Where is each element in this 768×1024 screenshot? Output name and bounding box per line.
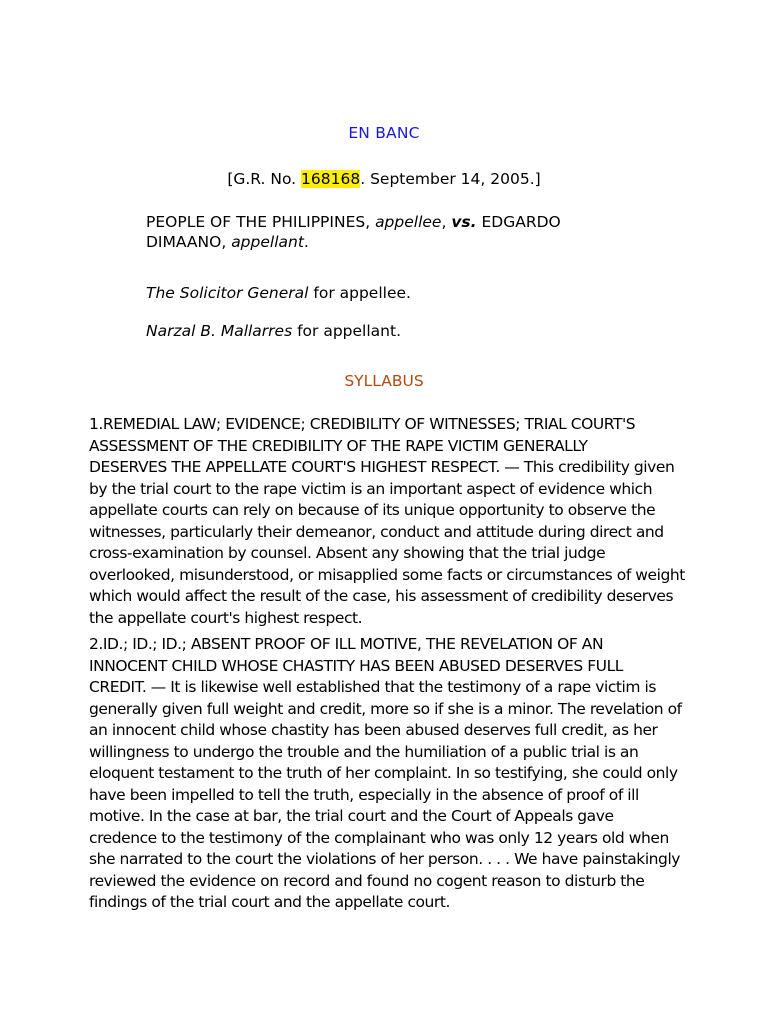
paragraph-line: she narrated to the court the violations of her person. . . . We have painstakingly	[89, 850, 681, 868]
paragraph-line: cross-examination by counsel. Absent any showing that the trial judge	[89, 544, 606, 562]
paragraph-line: 1.REMEDIAL LAW; EVIDENCE; CREDIBILITY OF WITNESSES; TRIAL COURT'S	[89, 415, 636, 433]
gr-prefix: [G.R. No.	[227, 170, 297, 188]
paragraph-line: an innocent child whose chastity has been abused deserves full credit, as her	[89, 721, 658, 739]
court-division-heading: EN BANC	[348, 124, 420, 142]
case-citation	[0, 170, 768, 188]
counsel-appellant-text: for appellant.	[292, 322, 401, 340]
role-appellant: appellant	[231, 233, 304, 251]
paragraph-line: reviewed the evidence on record and found no cogent reason to disturb the	[89, 871, 645, 890]
syllabus-paragraph-1	[89, 414, 689, 629]
counsel-appellee-name: The Solicitor General	[146, 284, 309, 302]
counsel-appellant-name: Narzal B. Mallarres	[146, 322, 293, 340]
counsel-appellee	[146, 283, 411, 303]
paragraph-line: eloquent testament to the truth of her complaint. In so testifying, she could only	[89, 764, 678, 782]
paragraph-line: findings of the trial court and the appellate court.	[89, 893, 450, 911]
gr-date: . September 14, 2005.]	[360, 170, 541, 188]
paragraph-line: witnesses, particularly their demeanor, conduct and attitude during direct and	[89, 522, 664, 541]
versus: vs.	[451, 213, 477, 231]
party-appellee: PEOPLE OF THE PHILIPPINES	[146, 213, 366, 231]
paragraph-line: ASSESSMENT OF THE CREDIBILITY OF THE RAPE VICTIM GENERALLY	[89, 436, 588, 455]
separator: ,	[221, 233, 232, 251]
paragraph-line: the appellate court's highest respect.	[89, 608, 363, 627]
paragraph-line: motive. In the case at bar, the trial court and the Court of Appeals gave	[89, 807, 614, 825]
syllabus-paragraph-2	[89, 634, 689, 914]
case-parties	[146, 212, 616, 252]
paragraph-line: have been impelled to tell the truth, especially in the absence of proof of ill	[89, 785, 639, 804]
paragraph-line: overlooked, misunderstood, or misapplied some facts or circumstances of weight	[89, 565, 685, 584]
party-appellant-last: DIMAANO	[146, 233, 222, 251]
paragraph-line: willingness to undergo the trouble and the humiliation of a public trial is an	[89, 742, 639, 761]
separator: ,	[365, 213, 376, 231]
separator: .	[303, 233, 309, 251]
party-appellant-first: EDGARDO	[476, 213, 561, 231]
paragraph-line: DESERVES THE APPELLATE COURT'S HIGHEST RESPECT. — This credibility given	[89, 458, 675, 476]
counsel-appellant	[146, 321, 401, 341]
paragraph-line: CREDIT. — It is likewise well established that the testimony of a rape victim is	[89, 678, 656, 696]
paragraph-line: which would affect the result of the case, his assessment of credibility deserves	[89, 587, 674, 605]
role-appellee: appellee	[375, 213, 442, 231]
paragraph-line: INNOCENT CHILD WHOSE CHASTITY HAS BEEN ABUSED DESERVES FULL	[89, 656, 623, 675]
paragraph-line: by the trial court to the rape victim is an important aspect of evidence which	[89, 479, 653, 498]
paragraph-line: generally given full weight and credit, more so if she is a minor. The revelation of	[89, 699, 682, 718]
syllabus-heading: SYLLABUS	[344, 372, 424, 390]
paragraph-line: 2.ID.; ID.; ID.; ABSENT PROOF OF ILL MOTIVE, THE REVELATION OF AN	[89, 635, 604, 653]
counsel-appellee-text: for appellee.	[308, 284, 411, 302]
gr-number-highlight: 168168	[301, 170, 361, 188]
separator: ,	[441, 213, 452, 231]
paragraph-line: credence to the testimony of the complainant who was only 12 years old when	[89, 828, 669, 847]
paragraph-line: appellate courts can rely on because of its unique opportunity to observe the	[89, 501, 656, 519]
